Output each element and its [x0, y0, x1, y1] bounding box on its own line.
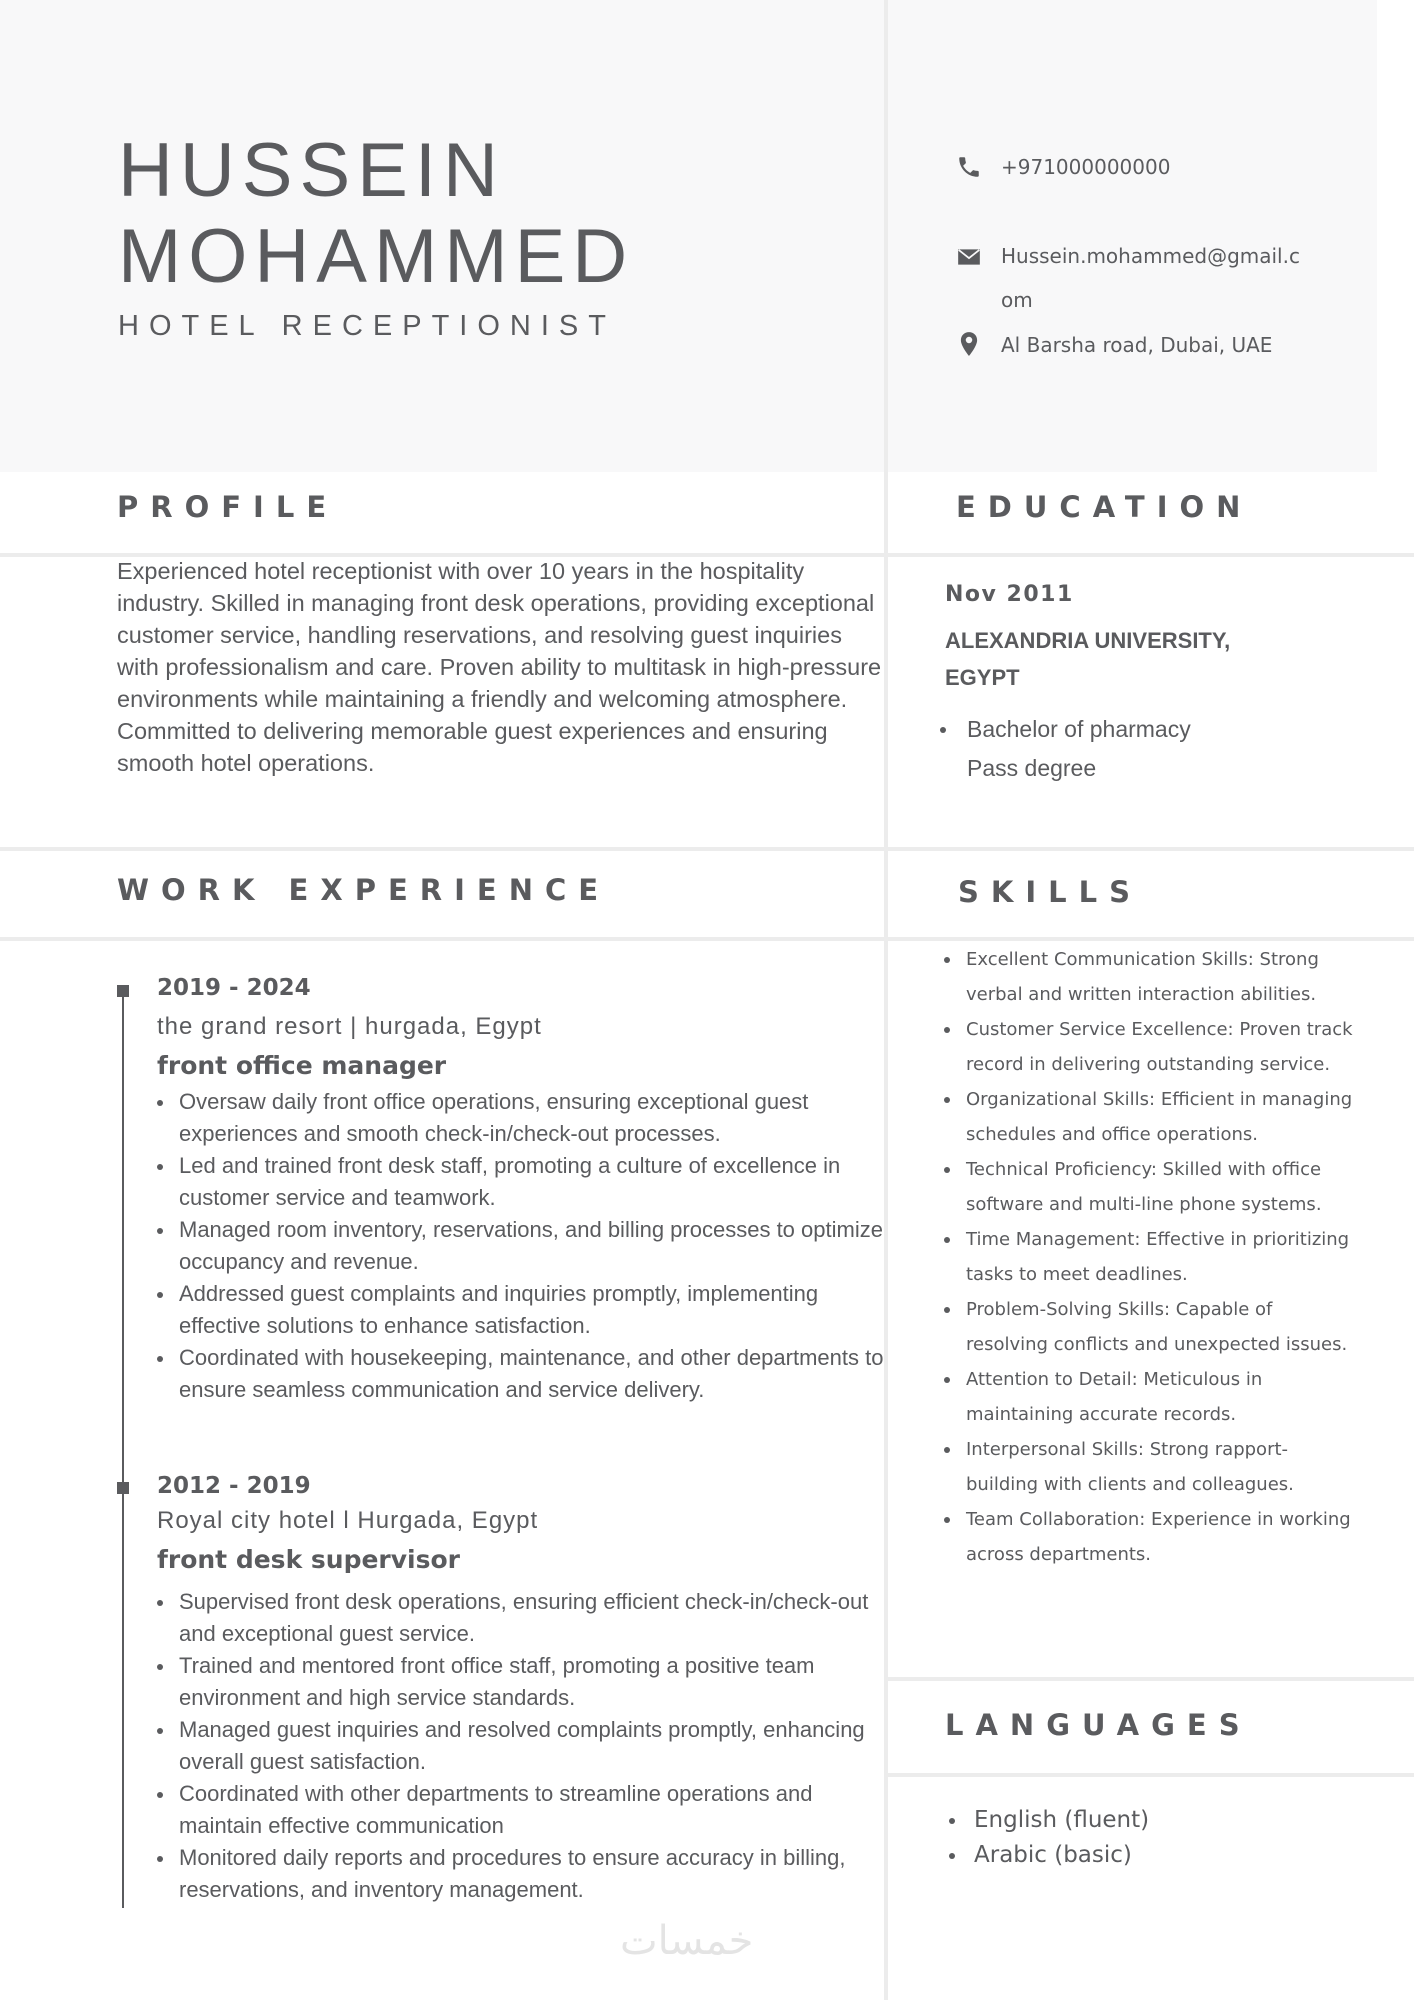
education-date: Nov 2011 [945, 582, 1074, 607]
divider-skills-heading-top [888, 847, 1414, 851]
list-item: Monitored daily reports and procedures to ensure accuracy in billing, reservations, and inventory management. [157, 1842, 897, 1906]
skills-list [940, 942, 1360, 1572]
work-experience-heading: WORK EXPERIENCE [117, 873, 611, 907]
skill-item: Attention to Detail: Meticulous in maintaining accurate records. [940, 1362, 1360, 1432]
profile-heading: PROFILE [117, 490, 339, 524]
skill-item: Time Management: Effective in prioritizing tasks to meet deadlines. [940, 1222, 1360, 1292]
email-line-1: Hussein.mohammed@gmail.c [1001, 244, 1300, 268]
job-years: 2012 - 2019 [157, 1473, 311, 1499]
name-last: MOHAMMED [118, 214, 635, 299]
education-heading: EDUCATION [956, 490, 1253, 524]
skill-item: Interpersonal Skills: Strong rapport-building with clients and colleagues. [940, 1432, 1360, 1502]
list-item: Managed guest inquiries and resolved complaints promptly, enhancing overall guest satisfaction. [157, 1714, 897, 1778]
language-item: English (fluent) [945, 1803, 1149, 1838]
divider-education-top [888, 553, 1414, 557]
email-address[interactable] [1001, 234, 1300, 322]
languages-heading: LANGUAGES [945, 1708, 1252, 1742]
timeline-line [122, 990, 124, 1908]
list-item: Managed room inventory, reservations, and billing processes to optimize occupancy and revenue. [157, 1214, 897, 1278]
skill-item: Customer Service Excellence: Proven track record in delivering outstanding service. [940, 1012, 1360, 1082]
address: Al Barsha road, Dubai, UAE [1001, 333, 1273, 357]
list-item: Trained and mentored front office staff, promoting a positive team environment and high service standards. [157, 1650, 897, 1714]
job-role: front desk supervisor [157, 1545, 461, 1574]
divider-languages-heading-top [888, 1677, 1414, 1681]
job-title: HOTEL RECEPTIONIST [118, 310, 616, 342]
envelope-icon [956, 244, 982, 270]
job-company: the grand resort | hurgada, Egypt [157, 1013, 542, 1040]
divider-work-heading-bottom [0, 937, 884, 941]
email-line-2: om [1001, 288, 1033, 312]
phone-icon [956, 154, 982, 180]
list-item: Led and trained front desk staff, promoting a culture of excellence in customer service and teamwork. [157, 1150, 897, 1214]
name-first: HUSSEIN [118, 128, 505, 213]
list-item: Coordinated with other departments to streamline operations and maintain effective communication [157, 1778, 897, 1842]
job-role: front office manager [157, 1051, 447, 1080]
timeline-marker-2 [117, 1482, 129, 1494]
skill-item: Excellent Communication Skills: Strong verbal and written interaction abilities. [940, 942, 1360, 1012]
list-item: Addressed guest complaints and inquiries promptly, implementing effective solutions to enhance satisfaction. [157, 1278, 897, 1342]
skill-item: Technical Proficiency: Skilled with office software and multi-line phone systems. [940, 1152, 1360, 1222]
job-responsibilities [157, 1586, 897, 1906]
job-years: 2019 - 2024 [157, 975, 311, 1001]
education-school: ALEXANDRIA UNIVERSITY, EGYPT [945, 628, 1231, 690]
languages-list [945, 1803, 1149, 1873]
divider-skills-heading-bottom [888, 937, 1414, 941]
language-item: Arabic (basic) [945, 1838, 1149, 1873]
job-responsibilities [157, 1086, 897, 1406]
list-item: Coordinated with housekeeping, maintenance, and other departments to ensure seamless communication and service delivery. [157, 1342, 897, 1406]
candidate-name [118, 128, 634, 300]
job-entry-1 [157, 972, 897, 1406]
timeline-marker-1 [117, 985, 129, 997]
divider-work-heading-top [0, 847, 884, 851]
education-degree: Bachelor of pharmacy Pass degree [940, 710, 1240, 788]
watermark-logo: خمسات [620, 1918, 754, 1964]
skill-item: Problem-Solving Skills: Capable of resolving conflicts and unexpected issues. [940, 1292, 1360, 1362]
skill-item: Team Collaboration: Experience in working across departments. [940, 1502, 1360, 1572]
list-item: Oversaw daily front office operations, ensuring exceptional guest experiences and smooth check-in/check-out processes. [157, 1086, 897, 1150]
phone-number[interactable]: +971000000000 [1001, 155, 1171, 179]
job-entry-2 [157, 1470, 897, 1906]
skills-heading: SKILLS [958, 875, 1142, 909]
skill-item: Organizational Skills: Efficient in managing schedules and office operations. [940, 1082, 1360, 1152]
divider-languages-heading-bottom [888, 1773, 1414, 1777]
education-details [940, 710, 1240, 788]
map-pin-icon [956, 329, 982, 359]
profile-summary: Experienced hotel receptionist with over 10 years in the hospitality industry. Skilled in managing front desk operations, providing exceptional customer service, handling reservations, and resolving guest inquiries with professionalism and care. Proven ability to multitask in high-pressure environments while maintaining a friendly and welcoming atmosphere. Committed to delivering memorable guest experiences and ensuring smooth hotel operations. [117, 558, 882, 776]
job-company: Royal city hotel l Hurgada, Egypt [157, 1507, 539, 1534]
list-item: Supervised front desk operations, ensuring efficient check-in/check-out and exceptional guest service. [157, 1586, 897, 1650]
